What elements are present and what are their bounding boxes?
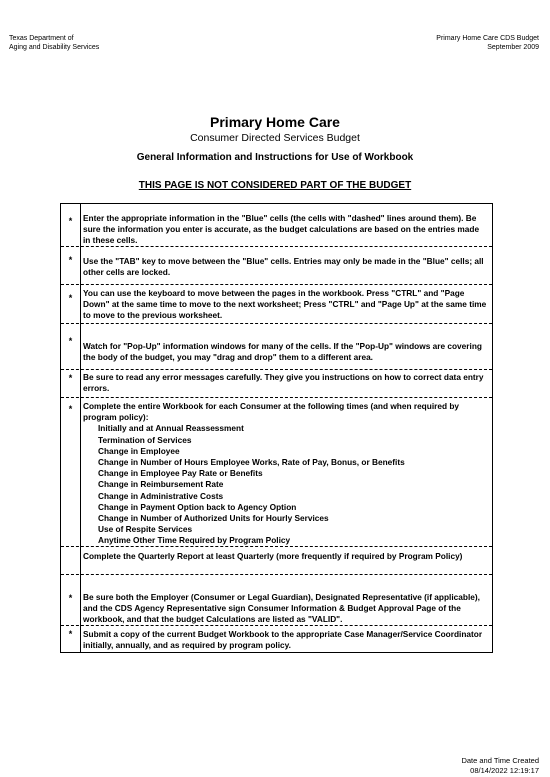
header-right xyxy=(436,34,539,52)
instruction-row-4 xyxy=(61,324,492,370)
footer xyxy=(461,756,539,776)
created-label: Date and Time Created xyxy=(461,756,539,765)
created-datetime: 08/14/2022 12:19:17 xyxy=(470,766,539,775)
bullet: * xyxy=(68,255,73,265)
agency-name-line1: Texas Department of xyxy=(9,35,74,42)
instruction-text-4: Watch for "Pop-Up" information windows for many of the cells. If the "Pop-Up" windows are covering the body of the budget, you may "drag and drop" them to a different area. xyxy=(83,341,482,363)
sub-item: Change in Number of Hours Employee Works, Rate of Pay, Bonus, or Benefits xyxy=(98,457,405,468)
instruction-text-3: You can use the keyboard to move between the pages in the workbook. Press "CTRL" and "Page Down" at the same time to move to the next worksheet; Press "CTRL" and "Page Up" at the same time to move to the previous worksheet. xyxy=(83,288,487,321)
instruction-row-1 xyxy=(61,204,492,247)
sub-item: Change in Number of Authorized Units for Hourly Services xyxy=(98,513,329,524)
bullet: * xyxy=(68,336,73,346)
instruction-text-6 xyxy=(83,401,488,547)
instructions-heading: General Information and Instructions for Use of Workbook xyxy=(136,152,414,163)
bullet: * xyxy=(68,593,73,603)
instruction-text-8: Be sure both the Employer (Consumer or Legal Guardian), Designated Representative (if applicable), and the CDS Agency Representative sign Consumer Information & Budget Approval Page of the workbook, and that the budget Calculations are listed as "VALID". xyxy=(83,592,480,625)
instruction-row-8 xyxy=(61,575,492,626)
instruction-6-intro: Complete the entire Workbook for each Consumer at the following times (and when required by program policy): xyxy=(83,401,460,423)
instruction-row-3 xyxy=(61,285,492,324)
sub-item: Change in Employee Pay Rate or Benefits xyxy=(98,468,263,479)
instruction-text-2: Use the "TAB" key to move between the "Blue" cells. Entries may only be made in the "Blue" cells; all other cells are locked. xyxy=(83,256,484,278)
sub-item: Change in Reimbursement Rate xyxy=(98,479,224,490)
document-name: Primary Home Care CDS Budget xyxy=(436,35,539,42)
bullet: * xyxy=(68,373,73,383)
page-title: Primary Home Care xyxy=(210,114,340,130)
bullet: * xyxy=(68,629,73,639)
instruction-row-2 xyxy=(61,247,492,285)
instruction-text-7: Complete the Quarterly Report at least Quarterly (more frequently if required by Program Policy) xyxy=(83,551,463,561)
title-block xyxy=(0,114,550,192)
instruction-text-9: Submit a copy of the current Budget Workbook to the appropriate Case Manager/Service Coordinator initially, annually, and as required by program policy. xyxy=(83,629,483,651)
document-date: September 2009 xyxy=(487,44,539,51)
instruction-row-6 xyxy=(61,398,492,547)
sub-item: Change in Administrative Costs xyxy=(98,490,224,501)
notice-heading: THIS PAGE IS NOT CONSIDERED PART OF THE BUDGET xyxy=(138,180,412,191)
instruction-row-5 xyxy=(61,370,492,398)
agency-name-line2: Aging and Disability Services xyxy=(9,44,100,51)
sub-item: Change in Payment Option back to Agency Option xyxy=(98,501,297,512)
sub-item: Use of Respite Services xyxy=(98,524,193,535)
sub-item: Initially and at Annual Reassessment xyxy=(98,423,244,434)
bullet: * xyxy=(68,216,73,226)
instruction-row-7 xyxy=(61,547,492,575)
page-subtitle: Consumer Directed Services Budget xyxy=(190,132,360,144)
instructions-table xyxy=(60,203,493,653)
instruction-row-9 xyxy=(61,626,492,653)
sub-item: Change in Employee xyxy=(98,445,180,456)
sub-item: Anytime Other Time Required by Program Policy xyxy=(98,535,291,546)
sub-item: Termination of Services xyxy=(98,434,192,445)
instruction-text-5: Be sure to read any error messages carefully. They give you instructions on how to correct data entry errors. xyxy=(83,372,484,394)
header-left xyxy=(9,34,99,52)
bullet: * xyxy=(68,293,73,303)
instruction-text-1: Enter the appropriate information in the "Blue" cells (the cells with "dashed" lines around them). Be sure the information you enter is accurate, as the budget calculations are based on the entries made in these cells. xyxy=(83,213,480,246)
bullet: * xyxy=(68,404,73,414)
